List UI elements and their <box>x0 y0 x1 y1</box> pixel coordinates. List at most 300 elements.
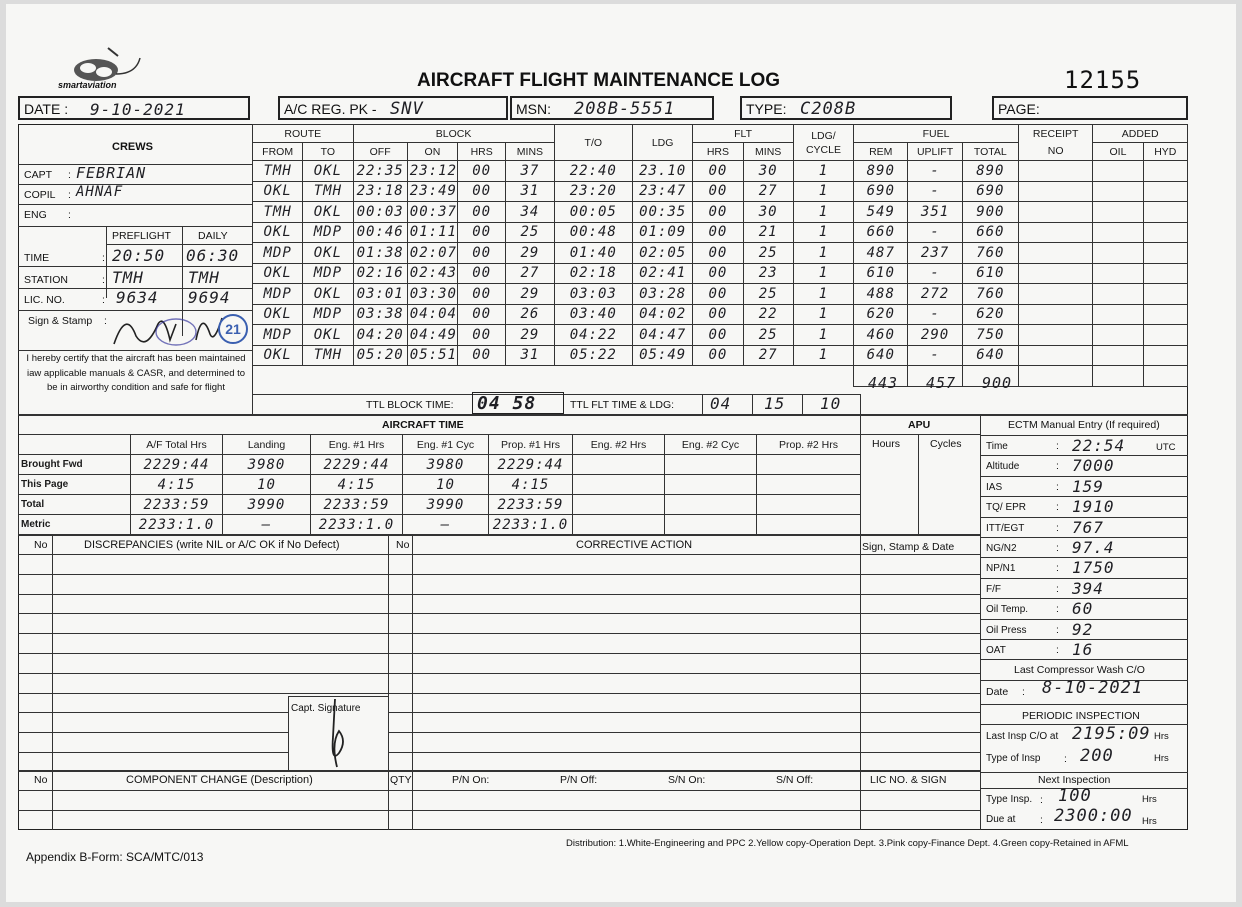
time-daily: 06:30 <box>186 246 240 265</box>
flight-empty-cell <box>1018 284 1092 305</box>
flight-fuel-uplift-cell: - <box>908 161 962 182</box>
reg-value: SNV <box>390 99 424 119</box>
flight-flt-hrs-cell: 00 <box>693 202 743 223</box>
flight-fuel-uplift-cell: - <box>908 181 962 202</box>
aircraft-time-cell: 3980 <box>223 455 311 475</box>
flight-from-cell: MDP <box>253 284 303 305</box>
aircraft-time-row <box>19 455 861 475</box>
flight-on-cell: 23:49 <box>407 181 457 202</box>
flight-empty-cell <box>1143 263 1187 284</box>
compressor-date-value: 8-10-2021 <box>1042 678 1144 698</box>
sn-on-label: S/N On: <box>668 774 706 786</box>
flight-fuel-rem-cell: 488 <box>854 284 908 305</box>
ectm-row: F/F : 394 <box>980 578 1188 598</box>
flight-block-mins-cell: 37 <box>506 161 554 182</box>
appendix-text: Appendix B-Form: SCA/MTC/013 <box>26 850 204 864</box>
aircraft-time-cell <box>757 515 861 535</box>
pn-off-label: P/N Off: <box>560 774 598 786</box>
sign-stamp-date-label: Sign, Stamp & Date <box>862 541 955 553</box>
flight-flt-hrs-cell: 00 <box>693 243 743 264</box>
aircraft-time-col-header: Prop. #2 Hrs <box>757 435 861 455</box>
flight-takeoff-cell: 22:40 <box>554 161 632 182</box>
flight-empty-cell <box>1018 202 1092 223</box>
flight-fuel-total-cell: 660 <box>962 222 1018 243</box>
ectm-value: 97.4 <box>1072 538 1115 557</box>
flight-empty-cell <box>1093 284 1143 305</box>
flight-flt-hrs-cell: 00 <box>693 325 743 346</box>
aircraft-time-cell: 10 <box>403 475 489 495</box>
takeoff-header: T/O <box>554 125 632 161</box>
flight-block-hrs-cell: 00 <box>458 243 506 264</box>
flight-on-cell: 04:49 <box>407 325 457 346</box>
msn-box <box>510 96 714 120</box>
hyd-header: HYD <box>1143 143 1187 161</box>
flight-fuel-rem-cell: 640 <box>854 345 908 366</box>
flight-flt-hrs-cell: 00 <box>693 304 743 325</box>
flight-empty-cell <box>1018 263 1092 284</box>
ectm-row: TQ/ EPR : 1910 <box>980 496 1188 516</box>
flight-empty-cell <box>743 366 793 387</box>
flight-from-cell: OKL <box>253 222 303 243</box>
aircraft-time-row-label: This Page <box>19 475 131 495</box>
flight-landing-cell: 03:28 <box>632 284 692 305</box>
flight-row <box>253 284 1188 305</box>
flight-takeoff-cell: 01:40 <box>554 243 632 264</box>
ectm-label: IAS <box>986 481 1003 493</box>
flight-empty-cell <box>407 366 457 387</box>
flight-block-mins-cell: 29 <box>506 325 554 346</box>
corrective-title: CORRECTIVE ACTION <box>576 539 693 551</box>
flight-fuel-uplift-cell: - <box>908 263 962 284</box>
sign-stamp-label: Sign & Stamp <box>28 315 93 327</box>
ectm-row: IAS : 159 <box>980 476 1188 496</box>
aircraft-time-col-header: Eng. #2 Cyc <box>665 435 757 455</box>
flight-empty-cell <box>1093 243 1143 264</box>
aircraft-time-cell: 4:15 <box>489 475 573 495</box>
flight-fuel-uplift-cell: - <box>908 222 962 243</box>
flight-ldg-cycle-cell: 1 <box>793 243 853 264</box>
flight-row <box>253 345 1188 366</box>
ectm-label: Oil Press <box>986 624 1027 636</box>
aircraft-time-table <box>18 434 861 535</box>
flight-ldg-cycle-cell: 1 <box>793 345 853 366</box>
ectm-value: 159 <box>1072 476 1104 496</box>
ectm-row: ITT/EGT : 767 <box>980 517 1188 537</box>
page-box <box>992 96 1188 120</box>
flight-block-hrs-cell: 00 <box>458 222 506 243</box>
flight-row <box>253 202 1188 223</box>
flight-empty-cell <box>1093 366 1143 387</box>
flight-block-mins-cell: 31 <box>506 181 554 202</box>
flights-table <box>252 124 1188 387</box>
aircraft-time-cell: 2233:59 <box>489 495 573 515</box>
fuel-total-last: 900 <box>982 374 1013 392</box>
due-label: Due at <box>986 814 1016 825</box>
flight-fuel-rem-cell: 549 <box>854 202 908 223</box>
flight-flt-hrs-cell: 00 <box>693 222 743 243</box>
flight-block-hrs-cell: 00 <box>458 263 506 284</box>
pn-on-label: P/N On: <box>452 774 490 786</box>
aircraft-time-cell: — <box>223 515 311 535</box>
flight-fuel-total-cell: 760 <box>962 243 1018 264</box>
flight-on-cell: 03:30 <box>407 284 457 305</box>
ectm-row: NG/N2 : 97.4 <box>980 537 1188 557</box>
flight-takeoff-cell: 23:20 <box>554 181 632 202</box>
flight-from-cell: OKL <box>253 304 303 325</box>
form-title: AIRCRAFT FLIGHT MAINTENANCE LOG <box>417 70 781 91</box>
ttl-flt-hrs: 04 <box>710 394 732 413</box>
flight-flt-mins-cell: 25 <box>743 325 793 346</box>
flight-off-cell: 23:18 <box>353 181 407 202</box>
date-value: 9-10-2021 <box>90 100 186 119</box>
flight-landing-cell: 23:47 <box>632 181 692 202</box>
flight-empty-cell <box>632 366 692 387</box>
flight-empty-cell <box>353 366 407 387</box>
aircraft-time-cell: 3990 <box>223 495 311 515</box>
date-box <box>18 96 250 120</box>
flight-row <box>253 222 1188 243</box>
flight-empty-cell <box>1143 181 1187 202</box>
total-header: TOTAL <box>962 143 1018 161</box>
flight-empty-cell <box>1093 345 1143 366</box>
flight-empty-cell <box>1093 304 1143 325</box>
flight-fuel-uplift-cell: 351 <box>908 202 962 223</box>
ectm-label: NP/N1 <box>986 563 1016 575</box>
off-header: OFF <box>353 143 407 161</box>
aircraft-time-cell: 2233:59 <box>131 495 223 515</box>
aircraft-time-cell <box>665 515 757 535</box>
fuel-uplift-last: 457 <box>926 374 957 392</box>
fuel-header: FUEL <box>854 125 1019 143</box>
company-logo <box>56 44 156 94</box>
aircraft-time-col-header: Eng. #1 Cyc <box>403 435 489 455</box>
ectm-value: 394 <box>1072 578 1104 598</box>
capt-signature-label: Capt. Signature <box>291 703 361 714</box>
flight-fuel-uplift-cell: 272 <box>908 284 962 305</box>
aircraft-time-cell: 2233:1.0 <box>131 515 223 535</box>
flight-fuel-total-cell: 610 <box>962 263 1018 284</box>
uplift-header: UPLIFT <box>908 143 962 161</box>
flight-to-cell: OKL <box>303 202 353 223</box>
flight-from-cell: OKL <box>253 345 303 366</box>
aircraft-time-cell: 4:15 <box>311 475 403 495</box>
aircraft-time-cell: 2233:59 <box>311 495 403 515</box>
flight-fuel-total-cell: 640 <box>962 345 1018 366</box>
stamp-seal-icon: 21 <box>218 314 248 344</box>
flight-block-hrs-cell: 00 <box>458 325 506 346</box>
corrective-no-label: No <box>396 539 410 551</box>
flight-landing-cell: 04:47 <box>632 325 692 346</box>
ectm-row: NP/N1 : 1750 <box>980 557 1188 577</box>
block-mins-header: MINS <box>506 143 554 161</box>
flight-takeoff-cell: 00:48 <box>554 222 632 243</box>
flight-block-hrs-cell: 00 <box>458 161 506 182</box>
station-preflight: TMH <box>112 268 144 287</box>
due-hrs: Hrs <box>1142 816 1157 827</box>
flight-flt-mins-cell: 21 <box>743 222 793 243</box>
copil-name: AHNAF <box>76 184 124 200</box>
ectm-row: Time : 22:54 UTC <box>980 435 1188 455</box>
flight-row <box>253 181 1188 202</box>
ttl-block-label: TTL BLOCK TIME: <box>366 399 454 411</box>
flight-landing-cell: 01:09 <box>632 222 692 243</box>
flight-empty-cell <box>1093 222 1143 243</box>
ldg-cycle-header: LDG/ CYCLE <box>793 125 853 161</box>
to-header: TO <box>303 143 353 161</box>
flight-landing-cell: 02:05 <box>632 243 692 264</box>
ectm-value: 1910 <box>1072 497 1115 517</box>
msn-value: 208B-5551 <box>574 99 676 119</box>
flight-row <box>253 161 1188 182</box>
flight-empty-cell <box>1143 304 1187 325</box>
aircraft-time-cell <box>573 515 665 535</box>
flight-from-cell: MDP <box>253 325 303 346</box>
disc-no-label: No <box>34 539 48 551</box>
flight-block-mins-cell: 31 <box>506 345 554 366</box>
ttl-block-value: 04 58 <box>477 393 537 414</box>
ectm-value: 22:54 <box>1072 436 1126 455</box>
ectm-value: 16 <box>1072 640 1094 659</box>
flight-empty-cell <box>1143 222 1187 243</box>
flight-off-cell: 01:38 <box>353 243 407 264</box>
apu-hours-label: Hours <box>872 438 901 450</box>
compressor-date-label: Date <box>986 686 1009 698</box>
ectm-label: F/F <box>986 583 1001 595</box>
flight-ldg-cycle-cell: 1 <box>793 325 853 346</box>
last-insp-hrs: Hrs <box>1154 731 1169 742</box>
aircraft-time-title: AIRCRAFT TIME <box>382 419 464 431</box>
flight-flt-mins-cell: 22 <box>743 304 793 325</box>
ttl-ldg: 10 <box>820 394 842 413</box>
added-header: ADDED <box>1093 125 1188 143</box>
aircraft-time-cell <box>665 455 757 475</box>
flight-empty-cell <box>554 366 632 387</box>
capt-name: FEBRIAN <box>76 164 147 182</box>
due-value: 2300:00 <box>1054 806 1133 826</box>
flight-block-mins-cell: 34 <box>506 202 554 223</box>
flight-ldg-cycle-cell: 1 <box>793 263 853 284</box>
flight-fuel-rem-cell: 690 <box>854 181 908 202</box>
oil-header: OIL <box>1093 143 1143 161</box>
aircraft-time-row-label: Metric <box>19 515 131 535</box>
copil-label: COPIL <box>24 189 56 201</box>
flight-empty-cell <box>458 366 506 387</box>
aircraft-time-cell: 3990 <box>403 495 489 515</box>
next-type-value: 100 <box>1058 786 1092 806</box>
flight-empty-cell <box>1018 181 1092 202</box>
aircraft-time-row <box>19 495 861 515</box>
flight-flt-mins-cell: 27 <box>743 345 793 366</box>
ectm-row: OAT : 16 <box>980 639 1188 659</box>
flight-ldg-cycle-cell: 1 <box>793 202 853 223</box>
aircraft-time-col-header: A/F Total Hrs <box>131 435 223 455</box>
aircraft-time-cell: 2229:44 <box>489 455 573 475</box>
flight-flt-hrs-cell: 00 <box>693 181 743 202</box>
ectm-label: Oil Temp. <box>986 604 1029 616</box>
ectm-row: Altitude : 7000 <box>980 455 1188 475</box>
sn-off-label: S/N Off: <box>776 774 814 786</box>
flight-empty-cell <box>793 366 853 387</box>
flight-block-mins-cell: 29 <box>506 284 554 305</box>
type-value: C208B <box>800 99 857 119</box>
flight-empty-cell <box>1093 181 1143 202</box>
flight-ldg-cycle-cell: 1 <box>793 284 853 305</box>
flight-block-hrs-cell: 00 <box>458 284 506 305</box>
time-preflight: 20:50 <box>112 246 166 265</box>
ectm-label: ITT/EGT <box>986 522 1025 534</box>
flight-fuel-total-cell: 690 <box>962 181 1018 202</box>
flight-takeoff-cell: 02:18 <box>554 263 632 284</box>
ectm-value: 60 <box>1072 599 1094 619</box>
page-label: PAGE: <box>998 101 1040 117</box>
type-label: TYPE: <box>746 101 787 117</box>
flight-empty-cell <box>1143 284 1187 305</box>
serial-number: 12155 <box>1064 66 1142 94</box>
reg-label: A/C REG. PK - <box>284 101 377 117</box>
flight-empty-cell <box>1093 202 1143 223</box>
flight-takeoff-cell: 03:40 <box>554 304 632 325</box>
msn-label: MSN: <box>516 101 551 117</box>
flight-landing-cell: 04:02 <box>632 304 692 325</box>
flight-empty-cell <box>1143 202 1187 223</box>
flight-fuel-uplift-cell: - <box>908 304 962 325</box>
flight-off-cell: 03:01 <box>353 284 407 305</box>
flight-block-mins-cell: 27 <box>506 263 554 284</box>
ectm-value: 7000 <box>1072 456 1115 476</box>
aircraft-time-col-header: Eng. #1 Hrs <box>311 435 403 455</box>
station-daily: TMH <box>188 268 220 287</box>
flight-landing-cell: 02:41 <box>632 263 692 284</box>
flight-block-mins-cell: 25 <box>506 222 554 243</box>
ectm-label: Altitude <box>986 461 1020 473</box>
flight-to-cell: OKL <box>303 243 353 264</box>
flight-empty-cell <box>1143 243 1187 264</box>
flight-empty-cell <box>1018 161 1092 182</box>
flight-off-cell: 02:16 <box>353 263 407 284</box>
flight-row <box>253 366 1188 387</box>
flight-empty-cell <box>303 366 353 387</box>
flight-to-cell: TMH <box>303 181 353 202</box>
flight-empty-cell <box>1018 304 1092 325</box>
qty-label: QTY <box>390 774 412 786</box>
ectm-value: 767 <box>1072 517 1104 537</box>
from-header: FROM <box>253 143 303 161</box>
discrepancies-title: DISCREPANCIES (write NIL or A/C OK if No Defect) <box>84 539 340 551</box>
flight-empty-cell <box>1018 243 1092 264</box>
flight-fuel-rem-cell: 487 <box>854 243 908 264</box>
on-header: ON <box>407 143 457 161</box>
block-hrs-header: HRS <box>458 143 506 161</box>
flight-fuel-total-cell: 890 <box>962 161 1018 182</box>
flight-landing-cell: 05:49 <box>632 345 692 366</box>
component-title: COMPONENT CHANGE (Description) <box>126 774 313 786</box>
receipt-header: RECEIPT <box>1018 125 1092 143</box>
flight-from-cell: TMH <box>253 161 303 182</box>
flight-block-hrs-cell: 00 <box>458 202 506 223</box>
aircraft-time-cell <box>573 455 665 475</box>
lic-sign-label: LIC NO. & SIGN <box>870 774 947 786</box>
aircraft-time-cell: — <box>403 515 489 535</box>
flight-takeoff-cell: 05:22 <box>554 345 632 366</box>
capt-signature-box <box>288 696 388 770</box>
flight-fuel-total-cell: 620 <box>962 304 1018 325</box>
aircraft-time-col-header: Prop. #1 Hrs <box>489 435 573 455</box>
flight-block-mins-cell: 29 <box>506 243 554 264</box>
flight-on-cell: 01:11 <box>407 222 457 243</box>
flight-flt-mins-cell: 30 <box>743 161 793 182</box>
flight-empty-cell <box>1143 366 1187 387</box>
flight-empty-cell <box>1018 222 1092 243</box>
ectm-label: NG/N2 <box>986 543 1017 554</box>
flight-off-cell: 00:03 <box>353 202 407 223</box>
flight-to-cell: OKL <box>303 284 353 305</box>
flight-empty-cell <box>1093 325 1143 346</box>
flight-fuel-uplift-cell: 290 <box>908 325 962 346</box>
flight-from-cell: OKL <box>253 181 303 202</box>
last-insp-value: 2195:09 <box>1072 724 1151 744</box>
flight-block-hrs-cell: 00 <box>458 304 506 325</box>
aircraft-time-cell: 2229:44 <box>311 455 403 475</box>
flight-empty-cell <box>506 366 554 387</box>
flight-off-cell: 03:38 <box>353 304 407 325</box>
maintenance-log-sheet: smartaviation AIRCRAFT FLIGHT MAINTENANCE LOG 12155 DATE : 9-10-2021 A/C REG. PK - SNV MSN: 208B-5551 TYPE: C208B PAGE: CREWS CAPT : FEBRIAN COPIL : AHNAF ENG : PREFLIGHT DAILY TIME : 20:50 06:30 STATION : TMH TMH LIC. NO. : 9634 9694 Sign & Stamp : 21 I hereby certify that the aircraft has been maintained iaw applicable manuals & CASR, and determined to be in airworthy condition and safe for flight ROUTE BLOCK T/O LDG FLT LDG/ CYCLE FUEL RECEIPT ADDED FROM TO OFF ON HRS MINS HRS MINS REM UPLIFT TOTAL NO OIL HYD TMH OKL 22:35 23:12 00 37 22:40 23.10 00 30 1 890 - 890 OKL TMH 23:18 23:49 00 31 23:20 23:47 00 27 1 690 - 690 TMH OKL 00:03 00:37 00 34 00:05 00:35 00 30 1 549 351 900 OKL MDP 00:46 01:11 00 25 00:48 01:09 00 21 1 660 - 660 MDP OKL 01:38 02:07 00 29 01:40 02:05 00 25 1 487 237 760 OKL MDP 02:16 02:43 00 27 02:18 02:41 00 23 1 610 - 610 MDP OKL 03:01 03:30 00 29 03:03 03:28 00 25 1 488 272 760 OKL MDP 03:38 04:04 00 26 03:40 04:02 00 22 1 620 - 620 MDP OKL 04:20 04:49 00 29 04:22 04:47 00 25 1 460 290 750 OKL TMH 05:20 05:51 00 31 05:22 05:49 00 27 1 640 - 640 TTL BLOCK TIME: 04 58 TTL FLT TIME & LDG: 04 15 10 443 457 900 AIRCRAFT TIME A/F Total Hrs Landing Eng. #1 Hrs Eng. #1 Cyc Prop. #1 Hrs Eng. #2 Hrs Eng. #2 Cyc Prop. #2 Hrs Brought Fwd 2229:44 3980 2229:44 3980 2229:44 This Page 4:15 10 4:15 10 4:15 Total 2233:59 3990 2233:59 3990 2233:59 Metric 2233:1.0 — 2233:1.0 — 2233:1.0 APU Hours Cycles ECTM Manual Entry (If required) Time : 22:54 UTC Altitude : 7000 IAS : 159 TQ/ EPR : 1910 ITT/EGT : 767 NG/N2 : 97.4 NP/N1 : 1750 F/F : 394 Oil Temp. : 60 Oil Press : 92 OAT : 16 Last Compressor Wash C/O Date : 8-10-2021 PERIODIC INSPECTION Last Insp C/O at 2195:09 Hrs Type of Insp : 200 Hrs Next Inspection Type Insp. : 100 Hrs Due at : 2300:00 Hrs No DISCREPANCIES (write NIL or A/C OK if No Defect) No CORRECTIVE ACTION Sign, Stamp & Date Capt. Signature No COMPONENT CHANGE (Description) QTY P/N On: P/N Off: S/N On: S/N Off: LIC NO. & SIGN Appendix B-Form: SCA/MTC/013 Distribution: 1.White-Engineering and PPC 2.Yellow copy-Operation Dept. 3.Pink copy-Finance Dept. 4.Green copy-Retained in AFML <box>6 4 1236 902</box>
block-header: BLOCK <box>353 125 554 143</box>
flight-off-cell: 05:20 <box>353 345 407 366</box>
time-label: TIME <box>24 252 50 264</box>
flight-ldg-cycle-cell: 1 <box>793 181 853 202</box>
flight-row <box>253 263 1188 284</box>
distribution-text: Distribution: 1.White-Engineering and PPC 2.Yellow copy-Operation Dept. 3.Pink copy-Finance Dept. 4.Green copy-Retained in AFML <box>566 838 1129 849</box>
ttl-flt-mins: 15 <box>764 394 786 413</box>
aircraft-time-col-header: Landing <box>223 435 311 455</box>
flight-empty-cell <box>1018 325 1092 346</box>
flight-on-cell: 00:37 <box>407 202 457 223</box>
certification-text: I hereby certify that the aircraft has been maintained iaw applicable manuals & CASR, and determined to be in airworthy condition and safe for flight <box>26 353 246 393</box>
flight-takeoff-cell: 04:22 <box>554 325 632 346</box>
capt-label: CAPT <box>24 169 53 181</box>
aircraft-time-cell <box>665 495 757 515</box>
flight-row <box>253 243 1188 264</box>
ttl-block-box <box>472 392 564 414</box>
flight-empty-cell <box>1018 345 1092 366</box>
flight-flt-mins-cell: 25 <box>743 284 793 305</box>
flight-fuel-uplift-cell: 237 <box>908 243 962 264</box>
flight-empty-cell <box>1093 161 1143 182</box>
lic-preflight: 9634 <box>116 288 159 307</box>
flight-off-cell: 00:46 <box>353 222 407 243</box>
flight-fuel-total-cell: 900 <box>962 202 1018 223</box>
ectm-value: 92 <box>1072 619 1094 639</box>
flight-landing-cell: 23.10 <box>632 161 692 182</box>
flight-fuel-total-cell: 760 <box>962 284 1018 305</box>
flt-mins-header: MINS <box>743 143 793 161</box>
flight-flt-hrs-cell: 00 <box>693 345 743 366</box>
flight-takeoff-cell: 03:03 <box>554 284 632 305</box>
flight-to-cell: MDP <box>303 304 353 325</box>
flight-to-cell: MDP <box>303 222 353 243</box>
aircraft-time-cell <box>757 455 861 475</box>
aircraft-time-cell: 4:15 <box>131 475 223 495</box>
preflight-label: PREFLIGHT <box>112 230 171 242</box>
flight-on-cell: 02:07 <box>407 243 457 264</box>
fuel-rem-last: 443 <box>868 374 899 392</box>
flight-fuel-rem-cell: 610 <box>854 263 908 284</box>
flight-on-cell: 04:04 <box>407 304 457 325</box>
flight-fuel-uplift-cell: - <box>908 345 962 366</box>
receipt-no-header: NO <box>1018 143 1092 161</box>
flight-to-cell: MDP <box>303 263 353 284</box>
lic-label: LIC. NO. <box>24 294 65 306</box>
